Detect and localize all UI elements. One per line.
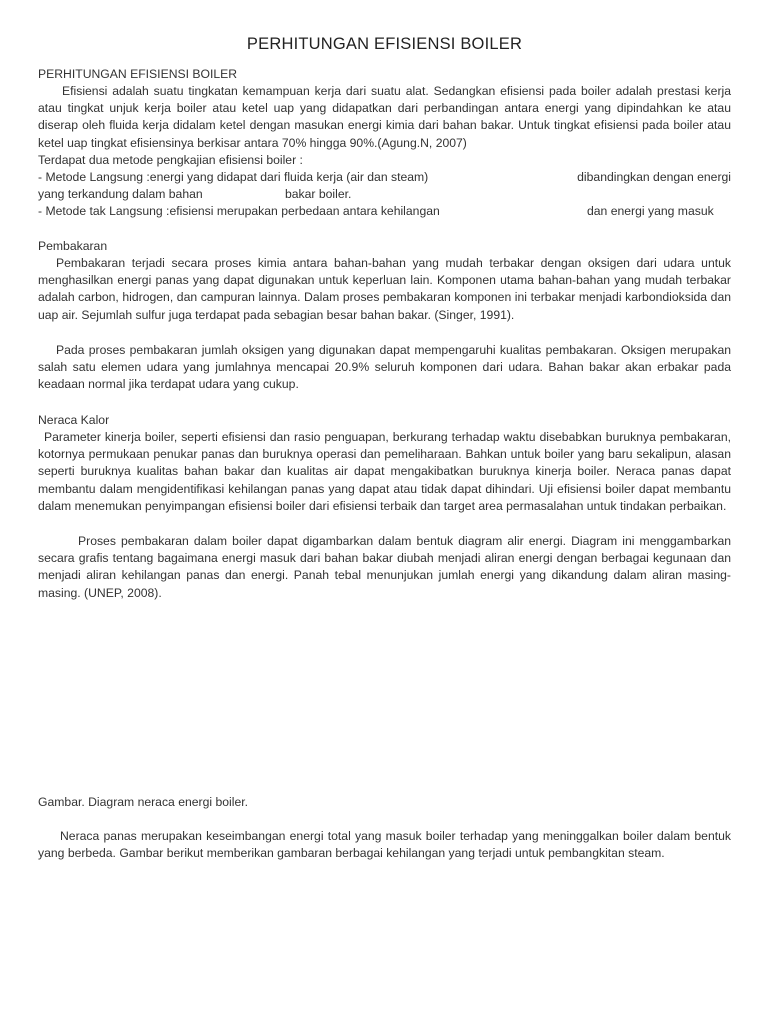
pembakaran-paragraph-2: Pada proses pembakaran jumlah oksigen yang digunakan dapat mempengaruhi kualitas pembakaran. Oksigen merupakan salah satu elemen udara yang jumlahnya mencapai 20.9% seluruh komponen dari udara. Bahan bakar akan erbakar pada keadaan normal jika terdapat udara yang cukup. [38, 343, 731, 392]
pembakaran-heading: Pembakaran [38, 239, 108, 253]
methods-intro: Terdapat dua metode pengkajian efisiensi boiler : [38, 153, 303, 167]
method-direct-text-b: dibandingkan dengan energi [577, 170, 731, 184]
method-direct-text-d: bakar boiler. [285, 187, 352, 201]
method-indirect [38, 203, 731, 220]
pembakaran-paragraph-1: Pembakaran terjadi secara proses kimia antara bahan-bahan yang mudah terbakar dengan oksigen dari udara untuk menghasilkan energi panas yang dapat digunakan untuk keperluan lain. Komponen utama bahan-bahan yang mudah terbakar adalah carbon, hidrogen, dan campuran lainnya. Dalam proses pembakaran komponen ini terbakar menjadi karbondioksida dan uap air. Sejumlah sulfur juga terdapat pada sebagian besar bahan bakar. (Singer, 1991). [38, 256, 731, 322]
method-direct-text-c: yang terkandung dalam bahan [38, 187, 203, 201]
figure-caption: Gambar. Diagram neraca energi boiler. [38, 795, 249, 809]
method-direct [38, 169, 731, 186]
method-indirect-text-b: dan energi yang masuk [587, 204, 714, 218]
page-title: PERHITUNGAN EFISIENSI BOILER [246, 35, 523, 53]
neraca-paragraph-1: Parameter kinerja boiler, seperti efisiensi dan rasio penguapan, berkurang terhadap waktu disebabkan buruknya pembakaran, kotornya permukaan penukar panas dan buruknya operasi dan pemeliharaan. Bahkan untuk boiler yang baru sekalipun, alasan seperti buruknya kualitas bahan bakar dan kualitas air dapat mengakibatkan buruknya kinerja boiler. Neraca panas dapat membantu dalam mengidentifikasi kehilangan panas yang dapat atau tidak dapat dihindari. Uji efisiensi boiler dapat membantu dalam menemukan penyimpangan efisiensi boiler dari efisiensi terbaik dan target area permasalahan untuk tindakan perbaikan. [38, 430, 731, 513]
neraca-heading: Neraca Kalor [38, 413, 110, 427]
method-indirect-text-a: - Metode tak Langsung :efisiensi merupakan perbedaan antara kehilangan [38, 204, 440, 218]
neraca-paragraph-2: Proses pembakaran dalam boiler dapat digambarkan dalam bentuk diagram alir energi. Diagram ini menggambarkan secara grafis tentang bagaimana energi masuk dari bahan bakar diubah menjadi aliran energi dengan berbagai kegunaan dan menjadi aliran kehilangan panas dan energi. Panah tebal menunjukan jumlah energi yang dikandung dalam aliran masing-masing. (UNEP, 2008). [38, 534, 731, 600]
section-subtitle: PERHITUNGAN EFISIENSI BOILER [38, 67, 238, 81]
closing-paragraph: Neraca panas merupakan keseimbangan energi total yang masuk boiler terhadap yang meninggalkan boiler dalam bentuk yang berbeda. Gambar berikut memberikan gambaran berbagai kehilangan yang terjadi untuk pembangkitan steam. [38, 829, 731, 861]
method-direct-text-a: - Metode Langsung :energi yang didapat dari fluida kerja (air dan steam) [38, 170, 429, 184]
method-direct-cont [38, 186, 731, 203]
intro-paragraph: Efisiensi adalah suatu tingkatan kemampuan kerja dari suatu alat. Sedangkan efisiensi pada boiler adalah prestasi kerja atau tingkat unjuk kerja boiler atau ketel uap yang didapatkan dari perbandingan antara energi yang dipindahkan ke atau diserap oleh fluida kerja didalam ketel dengan masukan energi kimia dari bahan bakar. Untuk tingkat efisiensi pada boiler atau ketel uap tingkat efisiensinya berkisar antara 70% hingga 90%.(Agung.N, 2007) [38, 84, 731, 150]
